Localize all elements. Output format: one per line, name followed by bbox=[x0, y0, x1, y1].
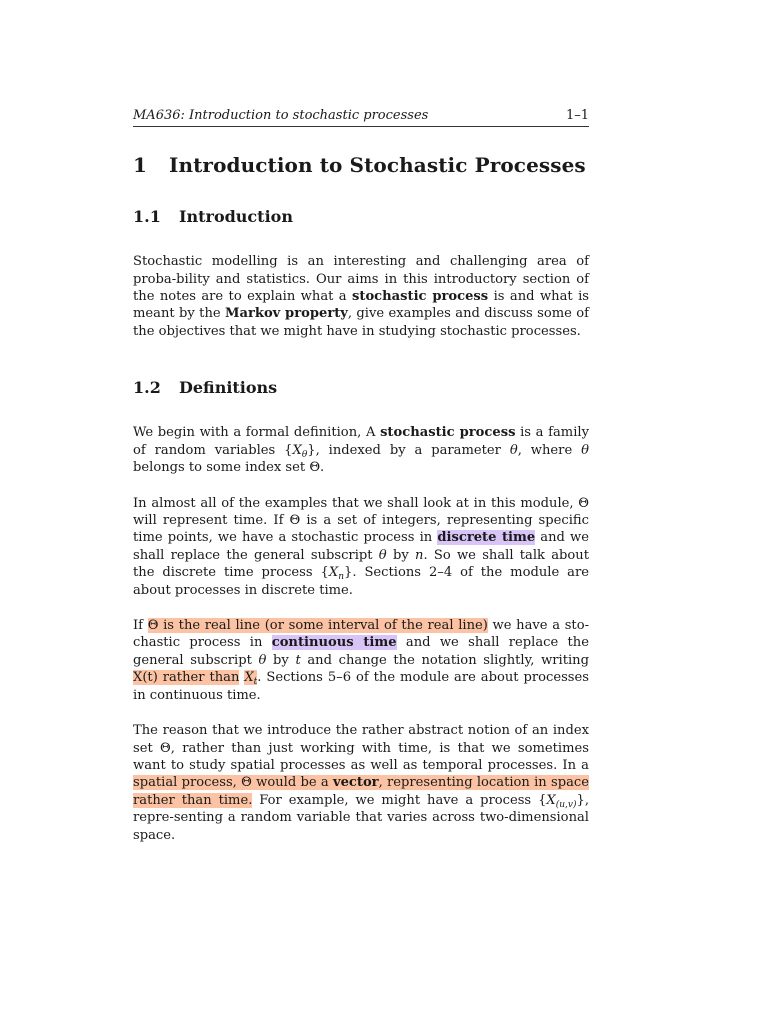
highlight-xt-subscript: $X_t$ bbox=[244, 670, 258, 688]
continuous-time-paragraph: If Θ is the real line (or some interval of the real line) we have a sto-chastic process in continuous time and we shall replace the general subscript θ by t and change the notation slightly, writing X(t) rather than $X_t$. Sections 5–6 of the module are about processes in continuous time. bbox=[133, 618, 589, 703]
subsection-heading-introduction bbox=[133, 207, 589, 226]
subsection-number: 1.1 bbox=[133, 207, 161, 226]
definition-paragraph: We begin with a formal definition, A stochastic process is a family of random variables $\{X_\theta\}$, indexed by a parameter θ, where θ belongs to some index set Θ. bbox=[133, 425, 589, 476]
term-stochastic-process: stochastic process bbox=[352, 289, 489, 304]
highlight-discrete-time: discrete time bbox=[437, 530, 536, 546]
section-number: 1 bbox=[133, 153, 148, 177]
intro-paragraph: Stochastic modelling is an interesting and challenging area of proba-bility and statistics. Our aims in this introductory section of the notes are to explain what a stochastic process is and what is meant by the Markov property, give examples and discuss some of the objectives that we might have in studying stochastic processes. bbox=[133, 254, 590, 339]
subsection-heading-definitions bbox=[133, 378, 589, 397]
subsection-title: Introduction bbox=[179, 207, 293, 226]
section-heading bbox=[133, 153, 589, 177]
section-title: Introduction to Stochastic Processes bbox=[169, 153, 586, 177]
highlight-real-line: Θ is the real line (or some interval of the real line) bbox=[147, 618, 488, 634]
spatial-paragraph: The reason that we introduce the rather abstract notion of an index set Θ, rather than just working with time, is that we sometimes want to study spatial processes as well as temporal processes. In a spatial process, Θ would be a vector, representing location in space rather than time. For example, we might have a process $\{X_{(u,v)}\}$, repre-senting a random variable that varies across two-dimensional space. bbox=[133, 723, 589, 843]
discrete-time-paragraph: In almost all of the examples that we shall look at in this module, Θ will represent time. If Θ is a set of integers, representing specific time points, we have a stochastic process in discrete time and we shall replace the general subscript θ by n. So we shall talk about the discrete time process $\{X_n\}$. Sections 2–4 of the module are about processes in discrete time. bbox=[133, 495, 589, 598]
page-number: 1–1 bbox=[565, 108, 589, 123]
highlight-xt-rather-than: X(t) rather than bbox=[133, 670, 240, 686]
highlight-continuous-time: continuous time bbox=[271, 635, 397, 651]
subsection-title: Definitions bbox=[179, 378, 278, 398]
highlight-spatial-process: spatial process, Θ would be a vector, representing location in space rather than time. bbox=[133, 775, 589, 808]
subsection-number: 1.2 bbox=[133, 378, 161, 398]
running-header bbox=[133, 108, 589, 127]
term-vector: vector bbox=[332, 775, 379, 791]
term-markov-property: Markov property bbox=[225, 306, 348, 322]
term-stochastic-process-def: stochastic process bbox=[380, 425, 516, 441]
document-page bbox=[133, 108, 589, 844]
course-title: MA636: Introduction to stochastic processes bbox=[133, 108, 429, 123]
